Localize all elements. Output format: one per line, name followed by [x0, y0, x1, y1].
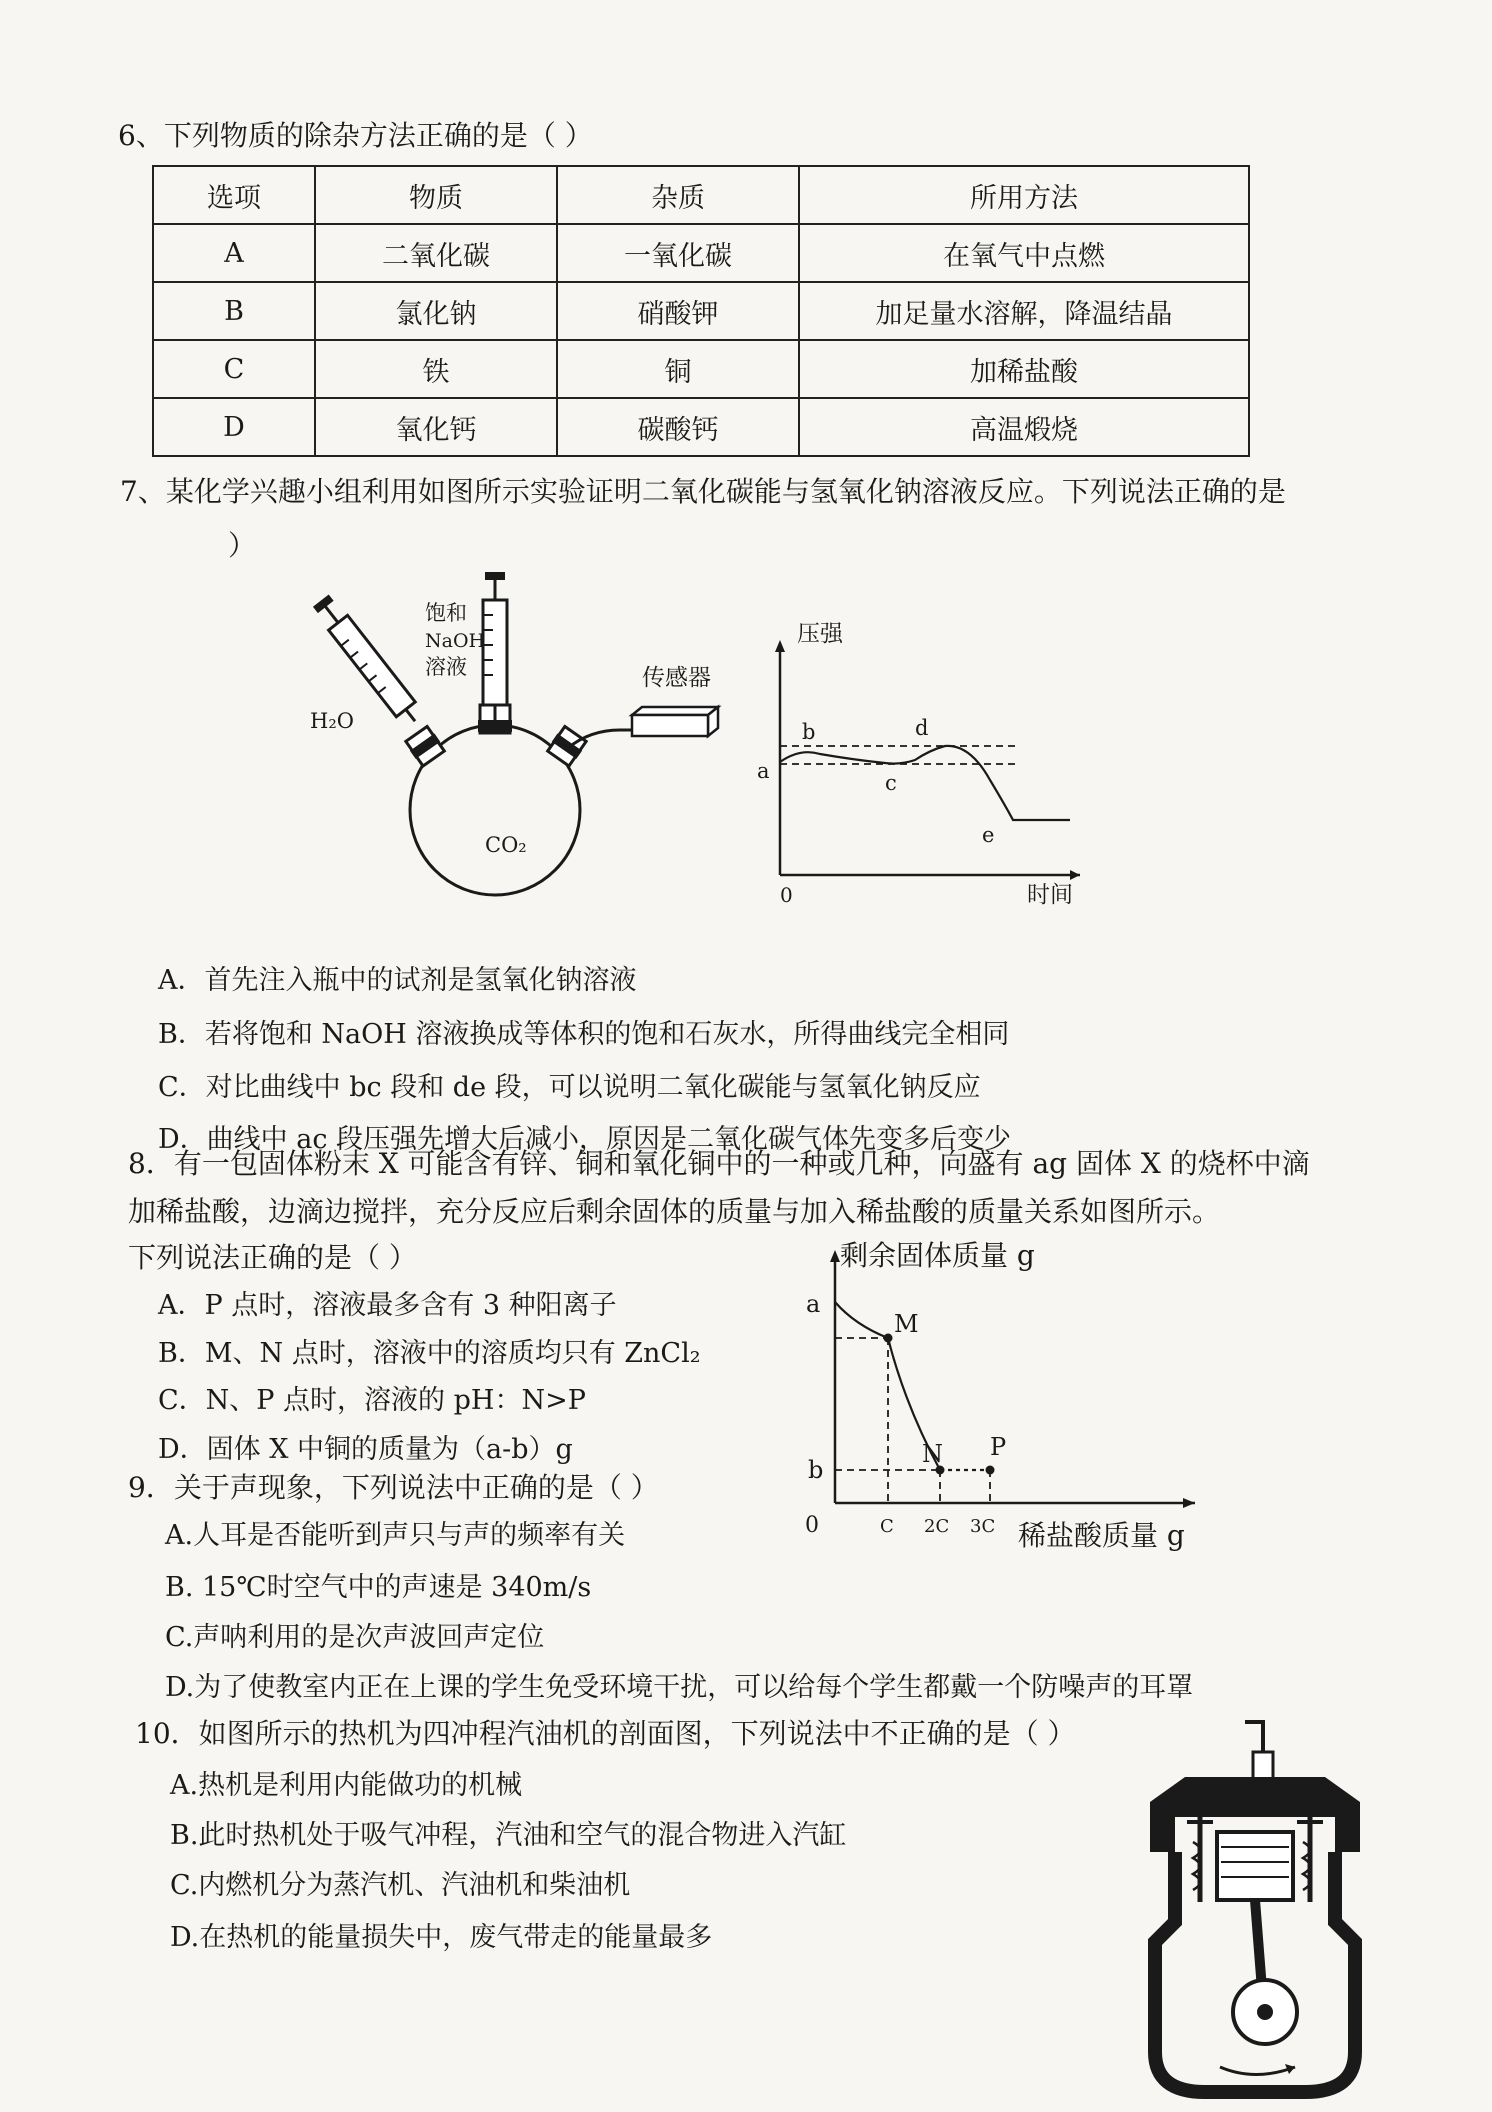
x-axis-arrow	[1070, 870, 1080, 880]
q7-option-d: D．曲线中 ac 段压强先增大后减小，原因是二氧化碳气体先变多后变少	[158, 1124, 1012, 1155]
q8-mass-graph	[800, 1240, 1240, 1560]
stopper-center	[478, 720, 512, 732]
point-n-label: N	[922, 1440, 943, 1468]
piston	[1217, 1832, 1293, 1900]
table-row	[153, 224, 1249, 282]
flask-neck-right	[546, 725, 588, 767]
q8-stem-line3: 下列说法正确的是（ ）	[128, 1241, 417, 1274]
sensor-box	[632, 707, 718, 736]
graph-ylabel: 压强	[797, 621, 843, 647]
q8-stem-line1: 8．有一包固体粉末 X 可能含有锌、铜和氧化铜中的一种或几种，向盛有 ag 固体 X 的烧杯中滴	[128, 1147, 1310, 1180]
water-label: H₂O	[310, 709, 354, 733]
y-axis-arrow	[830, 1250, 840, 1262]
q10-option-b: B.此时热机处于吸气冲程，汽油和空气的混合物进入汽缸	[170, 1820, 847, 1851]
table-header-cell: 选项	[153, 166, 315, 224]
table-row	[153, 282, 1249, 340]
q10-stem: 10．如图所示的热机为四冲程汽油机的剖面图，下列说法中不正确的是（ ）	[135, 1717, 1076, 1750]
q9-option-b: B. 15℃时空气中的声速是 340m/s	[165, 1572, 592, 1603]
q10-option-c: C.内燃机分为蒸汽机、汽油机和柴油机	[170, 1870, 631, 1901]
flask-neck-left	[404, 725, 446, 767]
q10-option-d: D.在热机的能量损失中，废气带走的能量最多	[170, 1922, 713, 1953]
table-cell: 加足量水溶解，降温结晶	[799, 282, 1249, 340]
table-cell: 在氧气中点燃	[799, 224, 1249, 282]
syringe-naoh	[483, 572, 507, 720]
spark-plug-wire	[1245, 1722, 1263, 1752]
q7-option-b: B．若将饱和 NaOH 溶液换成等体积的饱和石灰水，所得曲线完全相同	[158, 1019, 1010, 1050]
q8-option-a: A．P 点时，溶液最多含有 3 种阳离子	[158, 1290, 617, 1321]
y-axis-arrow	[775, 640, 785, 652]
q8-option-b: B．M、N 点时，溶液中的溶质均只有 ZnCl₂	[158, 1338, 701, 1369]
q7-apparatus-diagram	[300, 570, 760, 910]
x-tick-2c: 2C	[924, 1516, 950, 1537]
point-e-label: e	[982, 823, 995, 847]
exhaust-valve	[1297, 1817, 1323, 1902]
x-tick-c: C	[880, 1516, 894, 1537]
q7-option-a: A．首先注入瓶中的试剂是氢氧化钠溶液	[158, 965, 637, 996]
table-cell: 加稀盐酸	[799, 340, 1249, 398]
q9-stem: 9．关于声现象，下列说法中正确的是（ ）	[128, 1471, 659, 1504]
table-cell: B	[153, 282, 315, 340]
graph-origin: 0	[780, 883, 793, 907]
naoh-label-line1: 饱和	[425, 601, 467, 625]
flask-label: CO₂	[485, 833, 527, 857]
table-row	[153, 398, 1249, 456]
graph-origin: 0	[805, 1513, 819, 1538]
q8-stem-line2: 加稀盐酸，边滴边搅拌，充分反应后剩余固体的质量与加入稀盐酸的质量关系如图所示。	[128, 1195, 1221, 1228]
naoh-label-line2: NaOH	[425, 630, 486, 652]
q9-option-d: D.为了使教室内正在上课的学生免受环境干扰，可以给每个学生都戴一个防噪声的耳罩	[165, 1672, 1194, 1703]
table-cell: 碳酸钙	[557, 398, 799, 456]
q7-stem-line2: ）	[228, 529, 257, 562]
table-cell: 氧化钙	[315, 398, 557, 456]
table-row	[153, 340, 1249, 398]
q8-option-c: C．N、P 点时，溶液的 pH：N>P	[158, 1385, 586, 1416]
intake-valve	[1187, 1817, 1213, 1902]
y-tick-a: a	[806, 1290, 821, 1318]
point-m	[884, 1334, 893, 1343]
table-header-cell: 物质	[315, 166, 557, 224]
table-cell: 二氧化碳	[315, 224, 557, 282]
q7-option-c: C．对比曲线中 bc 段和 de 段，可以说明二氧化碳能与氢氧化钠反应	[158, 1072, 981, 1103]
graph-ylabel: 剩余固体质量 g	[840, 1239, 1035, 1272]
q8-option-d: D．固体 X 中铜的质量为（a-b）g	[158, 1434, 573, 1465]
x-axis-arrow	[1183, 1498, 1195, 1508]
graph-xlabel: 时间	[1027, 882, 1073, 908]
table-cell: 铁	[315, 340, 557, 398]
engine-cross-section-illustration	[1145, 1722, 1365, 2107]
table-header-cell: 所用方法	[799, 166, 1249, 224]
table-cell: 高温煅烧	[799, 398, 1249, 456]
point-d-label: d	[915, 716, 929, 740]
table-cell: 氯化钠	[315, 282, 557, 340]
table-header-row	[153, 166, 1249, 224]
point-m-label: M	[894, 1310, 919, 1338]
q9-option-c: C.声呐利用的是次声波回声定位	[165, 1622, 545, 1653]
naoh-label-line3: 溶液	[425, 655, 467, 679]
table-header-cell: 杂质	[557, 166, 799, 224]
table-cell: D	[153, 398, 315, 456]
point-p-label: P	[990, 1433, 1007, 1461]
q6-table	[152, 165, 1250, 457]
q9-option-a: A.人耳是否能听到声只与声的频率有关	[165, 1520, 626, 1551]
point-b-label: b	[802, 720, 816, 744]
table-cell: C	[153, 340, 315, 398]
q6-stem: 6、下列物质的除杂方法正确的是（ ）	[118, 119, 593, 152]
point-a-label: a	[757, 759, 770, 783]
pressure-curve	[780, 746, 1070, 820]
table-cell: 铜	[557, 340, 799, 398]
rotation-arrow	[1220, 2067, 1295, 2075]
q7-pressure-graph	[745, 621, 1085, 910]
graph-xlabel: 稀盐酸质量 g	[1018, 1519, 1185, 1552]
q10-option-a: A.热机是利用内能做功的机械	[170, 1770, 523, 1801]
sensor-label: 传感器	[642, 665, 711, 691]
x-tick-3c: 3C	[970, 1516, 996, 1537]
table-cell: A	[153, 224, 315, 282]
point-c-label: c	[885, 771, 897, 795]
q7-stem-line1: 7、某化学兴趣小组利用如图所示实验证明二氧化碳能与氢氧化钠溶液反应。下列说法正确的是	[120, 475, 1286, 508]
table-cell: 硝酸钾	[557, 282, 799, 340]
y-tick-b: b	[808, 1456, 824, 1484]
point-p	[986, 1466, 995, 1475]
table-cell: 一氧化碳	[557, 224, 799, 282]
